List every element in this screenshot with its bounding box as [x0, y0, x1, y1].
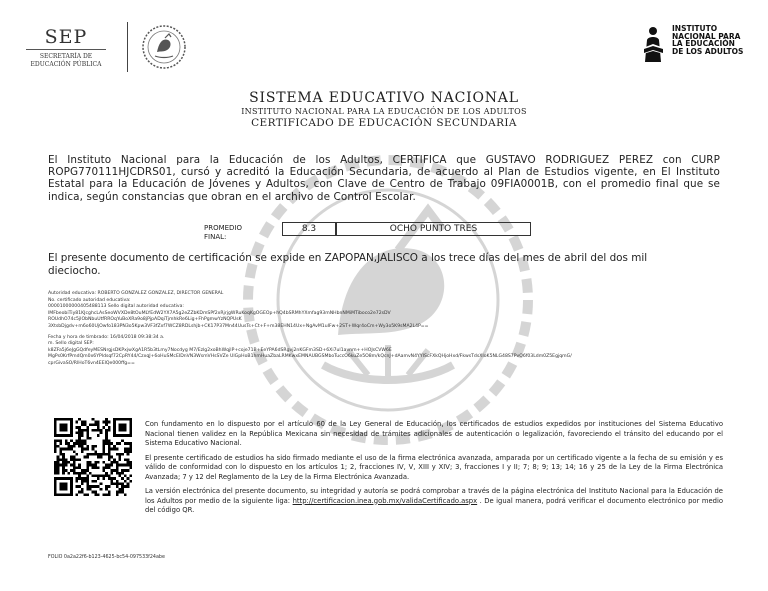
sep-logo-rule: [26, 49, 106, 50]
legal-paragraph-1: Con fundamento en lo dispuesto por el artículo 60 de la Ley General de Educación, los certificados de estudios expedidos por instituciones del Sistema Educativo Nacional tienen validez en la República Mexicana sin necesidad de trámites adicionales de autenticación o legalización, favoreciendo el tránsito del educando por el Sistema Educativo Nacional.: [145, 420, 723, 447]
grade-number-box: 8.3: [282, 222, 336, 236]
sep-logo: [26, 26, 106, 69]
inea-line-2: NACIONAL PARA: [672, 31, 741, 41]
issuance-paragraph: El presente documento de certificación se expide en ZAPOPAN,JALISCO a los trece días del mes de abril del dos mil dieciocho.: [48, 252, 648, 277]
sep-subtitle-1: SECRETARÍA DE: [39, 53, 93, 60]
stamp-date: Fecha y hora de timbrado: 16/04/2018 09:38:34 a.: [48, 334, 165, 340]
legal-paragraph-3: [145, 487, 723, 516]
legal-text-block: [145, 420, 723, 521]
national-seal-icon: [141, 24, 187, 70]
inea-name: [672, 25, 743, 55]
seal-line: 3XtsbDjgdv+m6o60UjOwfo183PN3o5Kpw3VF3fZxf7WCZ8RDLshjb+CK17P37Mn44UusTs+Ct+F+m38EHN14Ux+NgAvM1uIFw+2ST+Wqr4oCm+Wy3o5K9sMA2L4P==: [48, 323, 429, 329]
document-titles: [0, 90, 768, 129]
legal-paragraph-2: El presente certificado de estudios ha sido firmado mediante el uso de la firma electrónica avanzada, amparada por un certificado vigente a la fecha de su emisión y es válido de conformidad con lo dispuesto en los artículos 1; 2, fracciones IV, V, XIII y XIV; 3, fracciones I y II; 7; 8; 9; 13; 14; 16 y 25 de la Ley de la Firma Electrónica Avanzada; 7 y 12 del Reglamento de la Ley de la Firma Electrónica Avanzada.: [145, 453, 723, 481]
inea-line-3: LA EDUCACIÓN: [672, 39, 735, 48]
inea-line-4: DE LOS ADULTOS: [672, 46, 744, 56]
sep-subtitle-2: EDUCACIÓN PÚBLICA: [30, 61, 102, 68]
cert-number-label: No. certificado autoridad educativa:: [48, 297, 131, 303]
cert-seal-label: 00001000000405488113 Sello digital autoridad educativa:: [48, 304, 184, 310]
stamp-label: m. Sello digital SEP:: [48, 341, 94, 347]
legal-paragraph-3-end: . De igual manera, podrá verificar el documento electrónico por medio del código QR.: [145, 496, 723, 514]
institute-title: INSTITUTO NACIONAL PARA LA EDUCACIÓN DE LOS ADULTOS: [241, 107, 527, 116]
sep-logo-text: SEP: [44, 26, 88, 48]
authority-line: Autoridad educativa: ROBERTO GONZALEZ GONZALEZ, DIRECTOR GENERAL: [48, 291, 224, 296]
seal-line: lMFbeobiTiy81KJcghcLAsSeoWVXDe8tOuMLYEdW2YX7A5g2eZZbKDmSPf2xRjrjgWRuKoqKgOGEOp+hQ4bSRMhYXmfag93mNHbnNMiMTiboco2e72sDV: [48, 310, 391, 316]
sep-seal-line: cprGivaSO/RlHoT6vn4EElQe000ffg==: [48, 360, 135, 366]
grade-label-line-2: FINAL:: [204, 233, 227, 241]
page-title: SISTEMA EDUCATIVO NACIONAL: [249, 90, 519, 106]
legal-paragraph-3-text: La versión electrónica del presente documento, su integridad y autoría se podrá comprobar a través de la página electrónica del Instituto Nacional para la Educación de los Adultos por medio de la siguiente liga:: [145, 487, 723, 505]
folio: FOLIO 0a2a22f6-b123-4625-bc54-097533f24abe: [48, 555, 165, 560]
certificate-title: CERTIFICADO DE EDUCACIÓN SECUNDARIA: [251, 117, 517, 129]
header-divider: [127, 22, 128, 72]
sep-seal-line: k8ZFa5j6eJgGQdfeyMESNrgjsDKPxjwXgA1R5b3tLmy7Nocdyg M7/Ezlg2xoBhWqjlP+coje71B+EeYPA6dSRgvj2nKGFm3SD+6Xi7ul1avnm++HOJsCVW6E: [48, 347, 392, 353]
seal-line: ROUdhO74c5jlObNbuUtfRROqYuBoXRa9o8jPjpADqiTjmhkRe6Lig+FhPgmwYzNQPUsK: [48, 317, 242, 323]
qr-code-icon: [54, 418, 132, 496]
grade-label-line-1: PROMEDIO: [204, 224, 243, 232]
inea-line-1: INSTITUTO: [672, 24, 718, 33]
grade-words-box: OCHO PUNTO TRES: [336, 222, 531, 236]
grade-label: [204, 224, 242, 242]
sep-seal-line: MgPs0KrfPmdQm0x6YPldsqf72CpRY44/CzxqJ+6oHuSMcEIDnVN3WsmVHsSVZe UlGpHoB1hmHuaZbaLRMKwxEMNAUBGSMboTuccO6kuZe5O8m/kQcnJ+dAamvN4YYIScFXkQHjoHxd/FkwsTdsXIoK5NLG48S7PvQ6f03Ldm0Z5EgjqmG/: [48, 354, 572, 360]
validation-link[interactable]: http://certificacion.inea.gob.mx/validaCertificado.aspx: [292, 496, 478, 505]
digital-signature-block: [48, 291, 728, 368]
certification-paragraph: El Instituto Nacional para la Educación de los Adultos, CERTIFICA que GUSTAVO RODRIGUEZ PEREZ con CURP ROPG770111HJCDRS01, cursó y acreditó la Educación Secundaria, de acuerdo al Plan de Estudios vigente, en El Instituto Estatal para la Educación de Jóvenes y Adultos, con Clave de Centro de Trabajo 09FIA0001B, con el promedio final que se indica, según constancias que obran en el archivo de Control Escolar.: [48, 154, 720, 203]
